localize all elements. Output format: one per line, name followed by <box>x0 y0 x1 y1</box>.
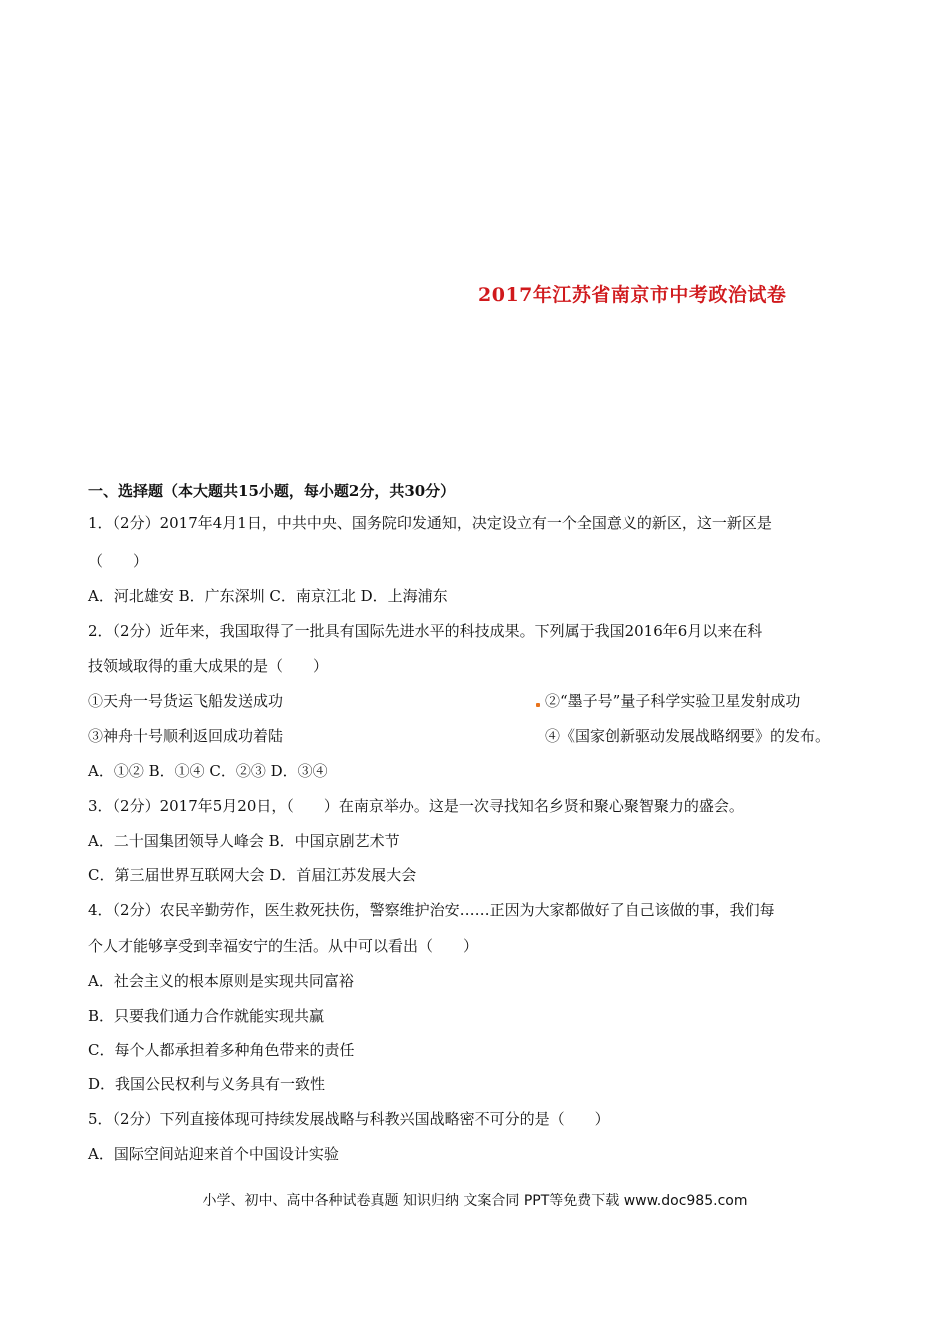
question-4-option-c: C．每个人都承担着多种角色带来的责任 <box>88 1041 355 1059</box>
question-4-text: 4．（2分）农民辛勤劳作，医生救死扶伤，警察维护治安……正因为大家都做好了自己该做的事，我们每 <box>88 901 775 919</box>
page-footer: 小学、初中、高中各种试卷真题 知识归纳 文案合同 PPT等免费下载 www.doc985.com <box>202 1193 748 1209</box>
question-4-text-cont: 个人才能够享受到幸福安宁的生活。从中可以看出（ ） <box>88 937 479 955</box>
question-2-item-4: ④《国家创新驱动发展战略纲要》的发布。 <box>545 727 831 745</box>
question-3-options-ab: A．二十国集团领导人峰会 B．中国京剧艺术节 <box>88 832 400 850</box>
question-2-text-cont: 技领域取得的重大成果的是（ ） <box>88 657 329 675</box>
question-2-options: A．①② B．①④ C．②③ D．③④ <box>88 762 328 780</box>
question-4-option-d: D．我国公民权利与义务具有一致性 <box>88 1075 326 1093</box>
question-1-blank: （ ） <box>88 552 149 570</box>
document-title: 2017年江苏省南京市中考政治试卷 <box>478 284 787 306</box>
section-header: 一、选择题（本大题共15小题，每小题2分，共30分） <box>88 482 456 500</box>
question-3-options-cd: C．第三届世界互联网大会 D．首届江苏发展大会 <box>88 866 417 884</box>
question-1-options: A．河北雄安 B．广东深圳 C．南京江北 D．上海浦东 <box>88 587 448 605</box>
question-5-option-a: A．国际空间站迎来首个中国设计实验 <box>88 1145 339 1163</box>
orange-mark <box>536 703 540 707</box>
question-4-option-b: B．只要我们通力合作就能实现共赢 <box>88 1007 325 1025</box>
question-2-text: 2．（2分）近年来，我国取得了一批具有国际先进水平的科技成果。下列属于我国2016年6月以来在科 <box>88 622 763 640</box>
question-3-text: 3．（2分）2017年5月20日，（ ）在南京举办。这是一次寻找知名乡贤和聚心聚智聚力的盛会。 <box>88 797 744 815</box>
question-2-item-1: ①天舟一号货运飞船发送成功 <box>88 692 284 710</box>
question-2-item-2: ②“墨子号”量子科学实验卫星发射成功 <box>545 692 801 710</box>
question-4-option-a: A．社会主义的根本原则是实现共同富裕 <box>88 972 354 990</box>
question-1-text: 1．（2分）2017年4月1日，中共中央、国务院印发通知，决定设立有一个全国意义的新区，这一新区是 <box>88 514 772 532</box>
question-2-item-3: ③神舟十号顺利返回成功着陆 <box>88 727 284 745</box>
question-5-text: 5．（2分）下列直接体现可持续发展战略与科教兴国战略密不可分的是（ ） <box>88 1110 610 1128</box>
